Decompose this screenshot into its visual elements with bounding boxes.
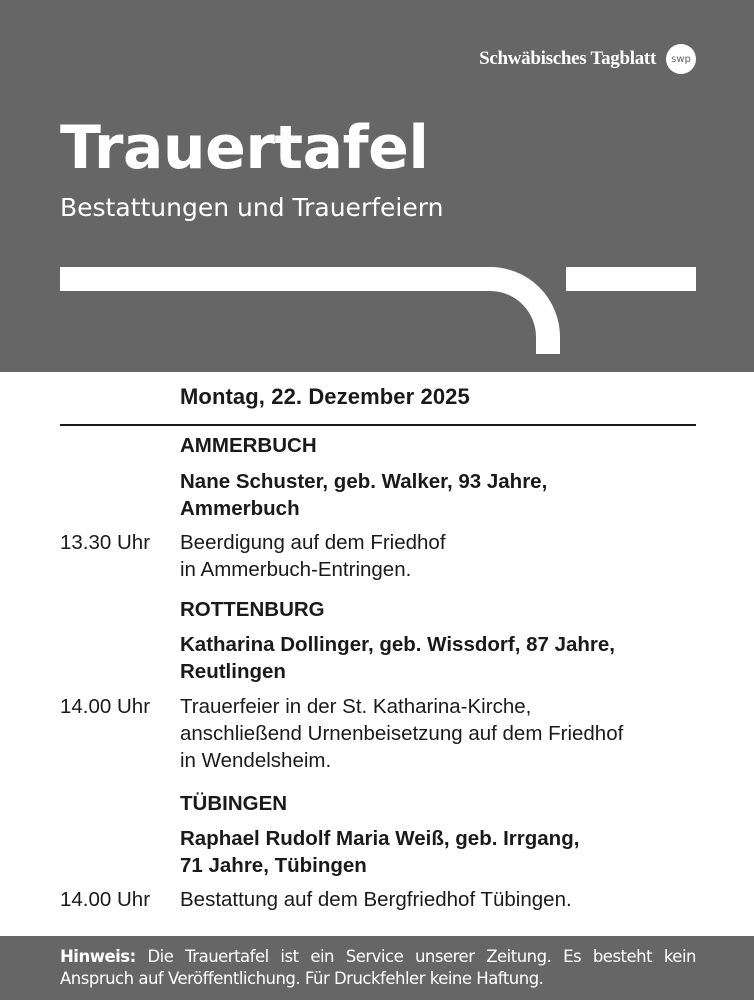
listing-date: Montag, 22. Dezember 2025 — [180, 384, 470, 409]
section-description — [180, 529, 446, 583]
footer-notice — [0, 936, 754, 1000]
section-place: AMMERBUCH — [180, 434, 317, 457]
decorative-curve-icon — [0, 0, 754, 372]
page-subtitle: Bestattungen und Trauerfeiern — [60, 193, 444, 222]
description-line: Bestattung auf dem Bergfriedhof Tübingen. — [180, 888, 572, 911]
section-person — [180, 631, 615, 685]
section-description — [180, 886, 572, 913]
section-time: 13.30 Uhr — [60, 531, 151, 554]
brand-name: Schwäbisches Tagblatt — [479, 48, 656, 69]
header-banner — [0, 0, 754, 372]
description-line: anschließend Urnenbeisetzung auf dem Friedhof — [180, 722, 624, 745]
person-line: Katharina Dollinger, geb. Wissdorf, 87 Jahre, — [180, 633, 615, 656]
footer-body: Die Trauertafel ist ein Service unserer Zeitung. Es besteht kein Anspruch auf Veröffentlichung. Für Druckfehler keine Haftung. — [60, 947, 696, 988]
section-place: ROTTENBURG — [180, 598, 325, 621]
description-line: in Ammerbuch-Entringen. — [180, 558, 412, 581]
section-person — [180, 825, 579, 879]
section-place: TÜBINGEN — [180, 792, 288, 815]
section-time: 14.00 Uhr — [60, 695, 151, 718]
divider-rule — [60, 424, 696, 426]
description-line: in Wendelsheim. — [180, 749, 332, 772]
person-line: Ammerbuch — [180, 497, 300, 520]
section-description — [180, 693, 623, 774]
section-time: 14.00 Uhr — [60, 888, 151, 911]
person-line: Nane Schuster, geb. Walker, 93 Jahre, — [180, 470, 548, 493]
person-line: Reutlingen — [180, 660, 286, 683]
footer-label: Hinweis: — [60, 947, 136, 966]
person-line: Raphael Rudolf Maria Weiß, geb. Irrgang, — [180, 827, 580, 850]
section-person — [180, 468, 547, 522]
person-line: 71 Jahre, Tübingen — [180, 854, 367, 877]
footer-text — [60, 946, 696, 990]
description-line: Beerdigung auf dem Friedhof — [180, 531, 446, 554]
description-line: Trauerfeier in der St. Katharina-Kirche, — [180, 695, 532, 718]
page-title: Trauertafel — [60, 113, 429, 183]
swp-badge-icon: swp — [666, 44, 696, 74]
